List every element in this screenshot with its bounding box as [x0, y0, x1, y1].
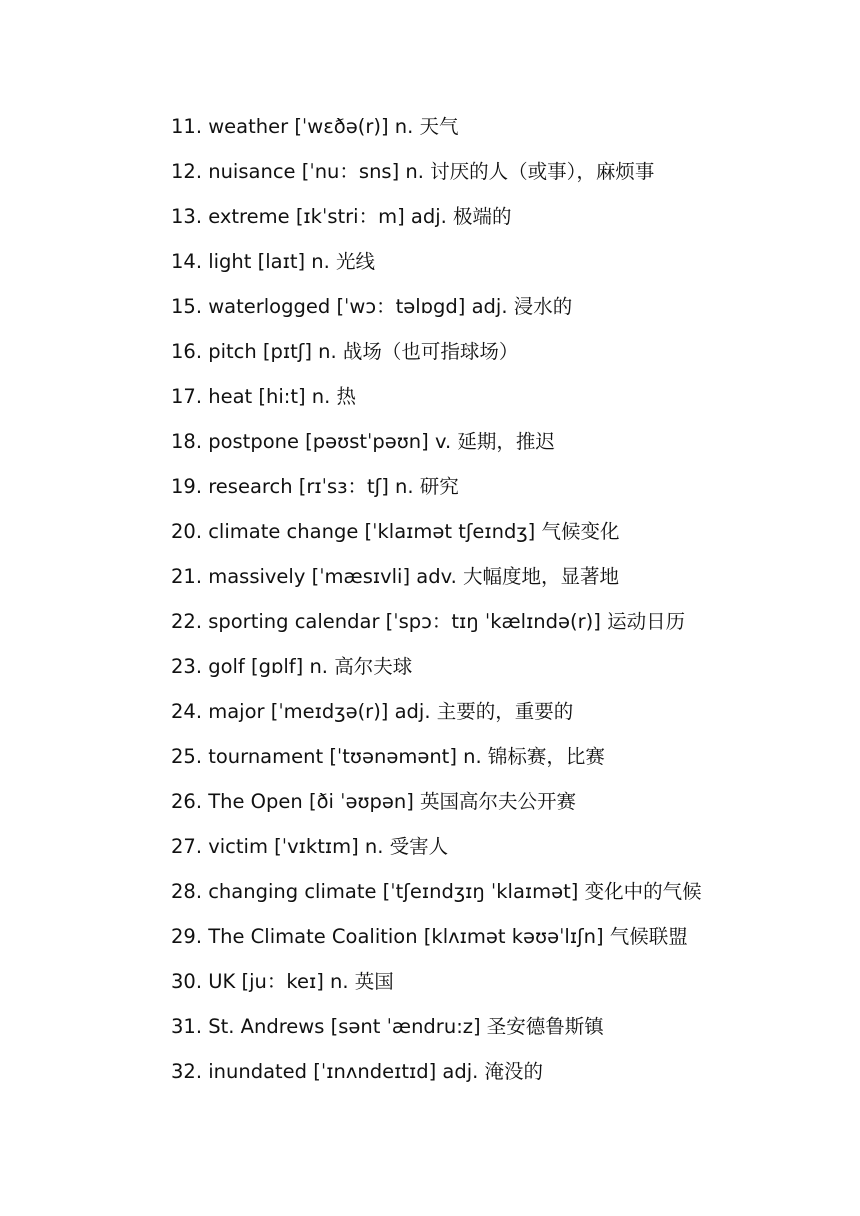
vocab-entry-18: 18. postpone [pəʊstˈpəʊn] v. 延期，推迟: [171, 430, 555, 453]
vocab-entry-28: 28. changing climate [ˈtʃeɪndʒɪŋ ˈklaɪmət] 变化中的气候: [171, 880, 702, 903]
vocab-entry-32: 32. inundated [ˈɪnʌndeɪtɪd] adj. 淹没的: [171, 1060, 544, 1083]
vocab-entry-25: 25. tournament [ˈtʊənəmənt] n. 锦标赛，比赛: [171, 745, 605, 768]
vocab-entry-19: 19. research [rɪˈsɜ：tʃ] n. 研究: [171, 475, 459, 498]
vocab-entry-16: 16. pitch [pɪtʃ] n. 战场（也可指球场）: [171, 340, 519, 363]
vocab-entry-27: 27. victim [ˈvɪktɪm] n. 受害人: [171, 835, 449, 858]
vocab-entry-31: 31. St. Andrews [sənt ˈændru:z] 圣安德鲁斯镇: [171, 1015, 604, 1038]
vocab-entry-15: 15. waterlogged [ˈwɔ：təlɒgd] adj. 浸水的: [171, 295, 573, 318]
vocab-entry-26: 26. The Open [ði ˈəʊpən] 英国高尔夫公开赛: [171, 790, 577, 813]
vocab-entry-24: 24. major [ˈmeɪdʒə(r)] adj. 主要的，重要的: [171, 700, 574, 723]
vocab-entry-30: 30. UK [ju：keɪ] n. 英国: [171, 970, 394, 993]
vocab-entry-20: 20. climate change [ˈklaɪmət tʃeɪndʒ] 气候变化: [171, 520, 620, 543]
vocab-entry-29: 29. The Climate Coalition [klʌɪmət kəʊəˈlɪʃn] 气候联盟: [171, 925, 688, 948]
vocab-entry-12: 12. nuisance [ˈnu：sns] n. 讨厌的人（或事），麻烦事: [171, 160, 655, 183]
vocab-entry-14: 14. light [laɪt] n. 光线: [171, 250, 376, 273]
vocab-entry-13: 13. extreme [ɪkˈstri：m] adj. 极端的: [171, 205, 512, 228]
vocab-entry-22: 22. sporting calendar [ˈspɔ：tɪŋ ˈkælɪndə(r)] 运动日历: [171, 610, 686, 633]
vocab-entry-11: 11. weather [ˈwɛðə(r)] n. 天气: [171, 115, 459, 138]
vocab-entry-17: 17. heat [hi:t] n. 热: [171, 385, 357, 408]
vocab-entry-23: 23. golf [gɒlf] n. 高尔夫球: [171, 655, 413, 678]
vocabulary-list: [171, 112, 702, 1102]
vocab-entry-21: 21. massively [ˈmæsɪvli] adv. 大幅度地，显著地: [171, 565, 620, 588]
